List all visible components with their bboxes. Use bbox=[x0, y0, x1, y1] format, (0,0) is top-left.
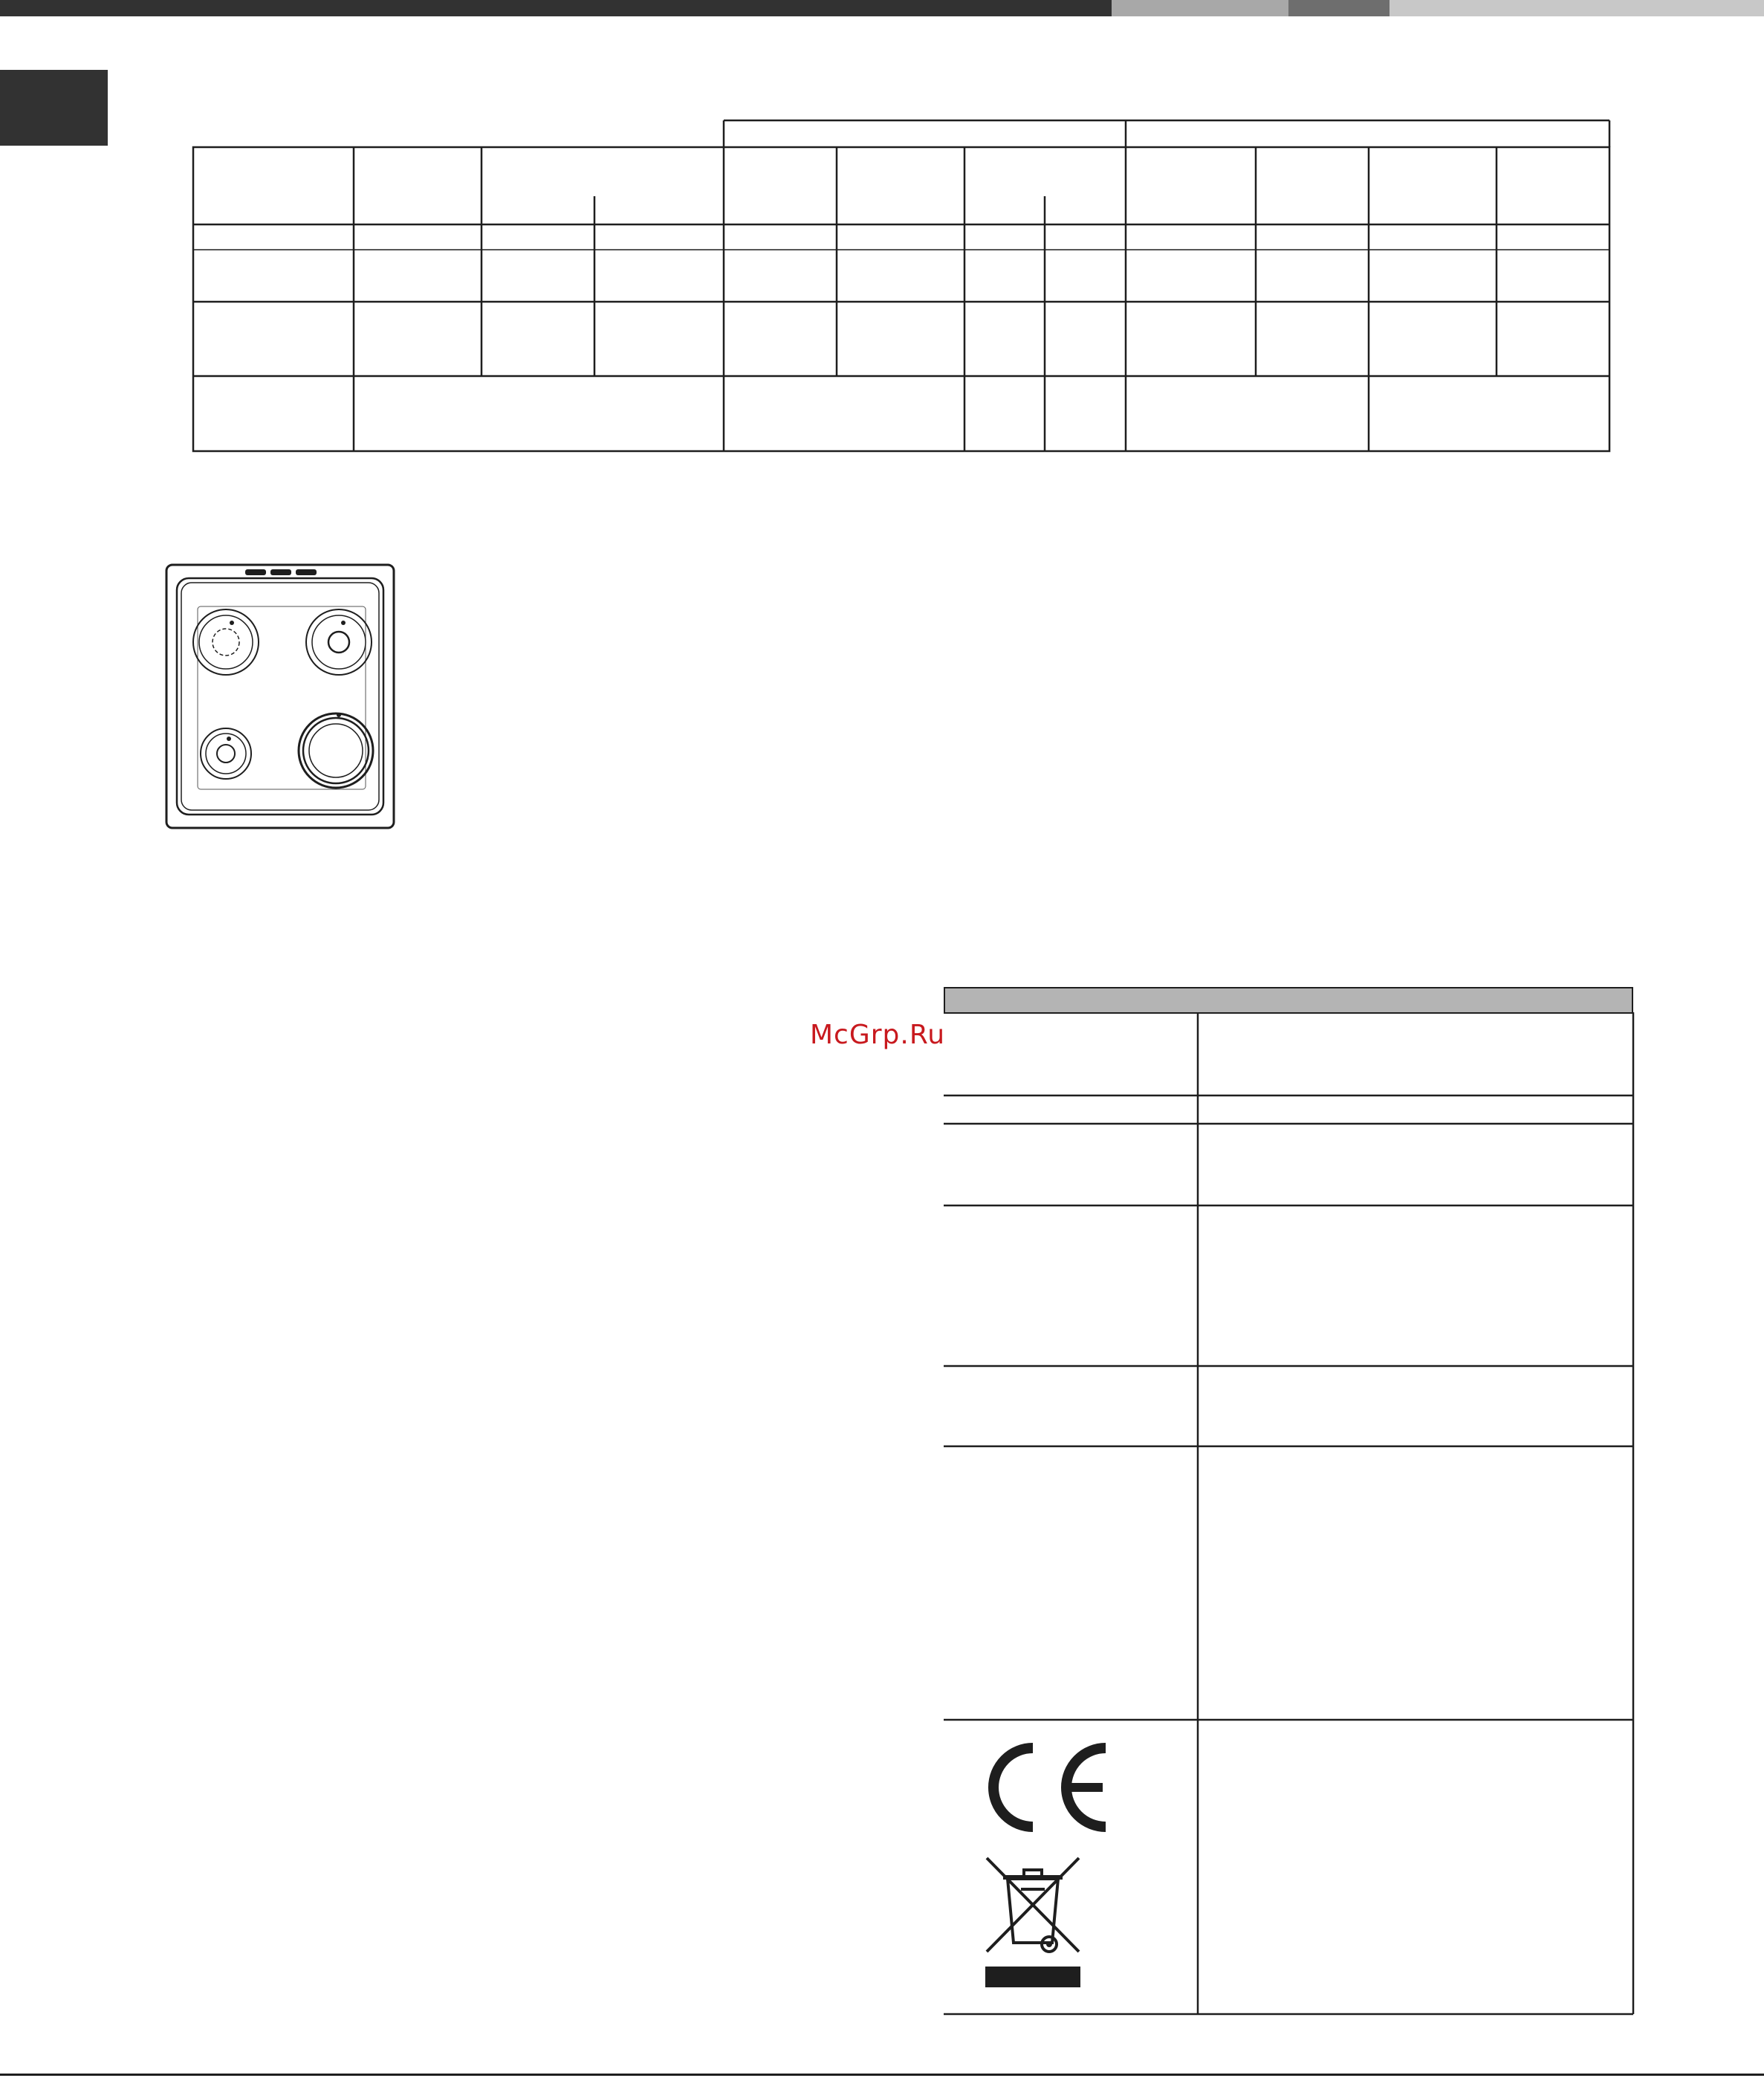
ce-mark-icon bbox=[981, 1739, 1112, 1836]
watermark-text: McGrp.Ru bbox=[810, 1020, 946, 1050]
spec-table-header bbox=[944, 987, 1633, 1014]
footer-rule bbox=[0, 2074, 1764, 2076]
weee-crossed-bin-icon bbox=[982, 1855, 1083, 1990]
burner-data-table bbox=[0, 0, 1764, 476]
hob-burners-diagram-icon bbox=[163, 562, 398, 831]
